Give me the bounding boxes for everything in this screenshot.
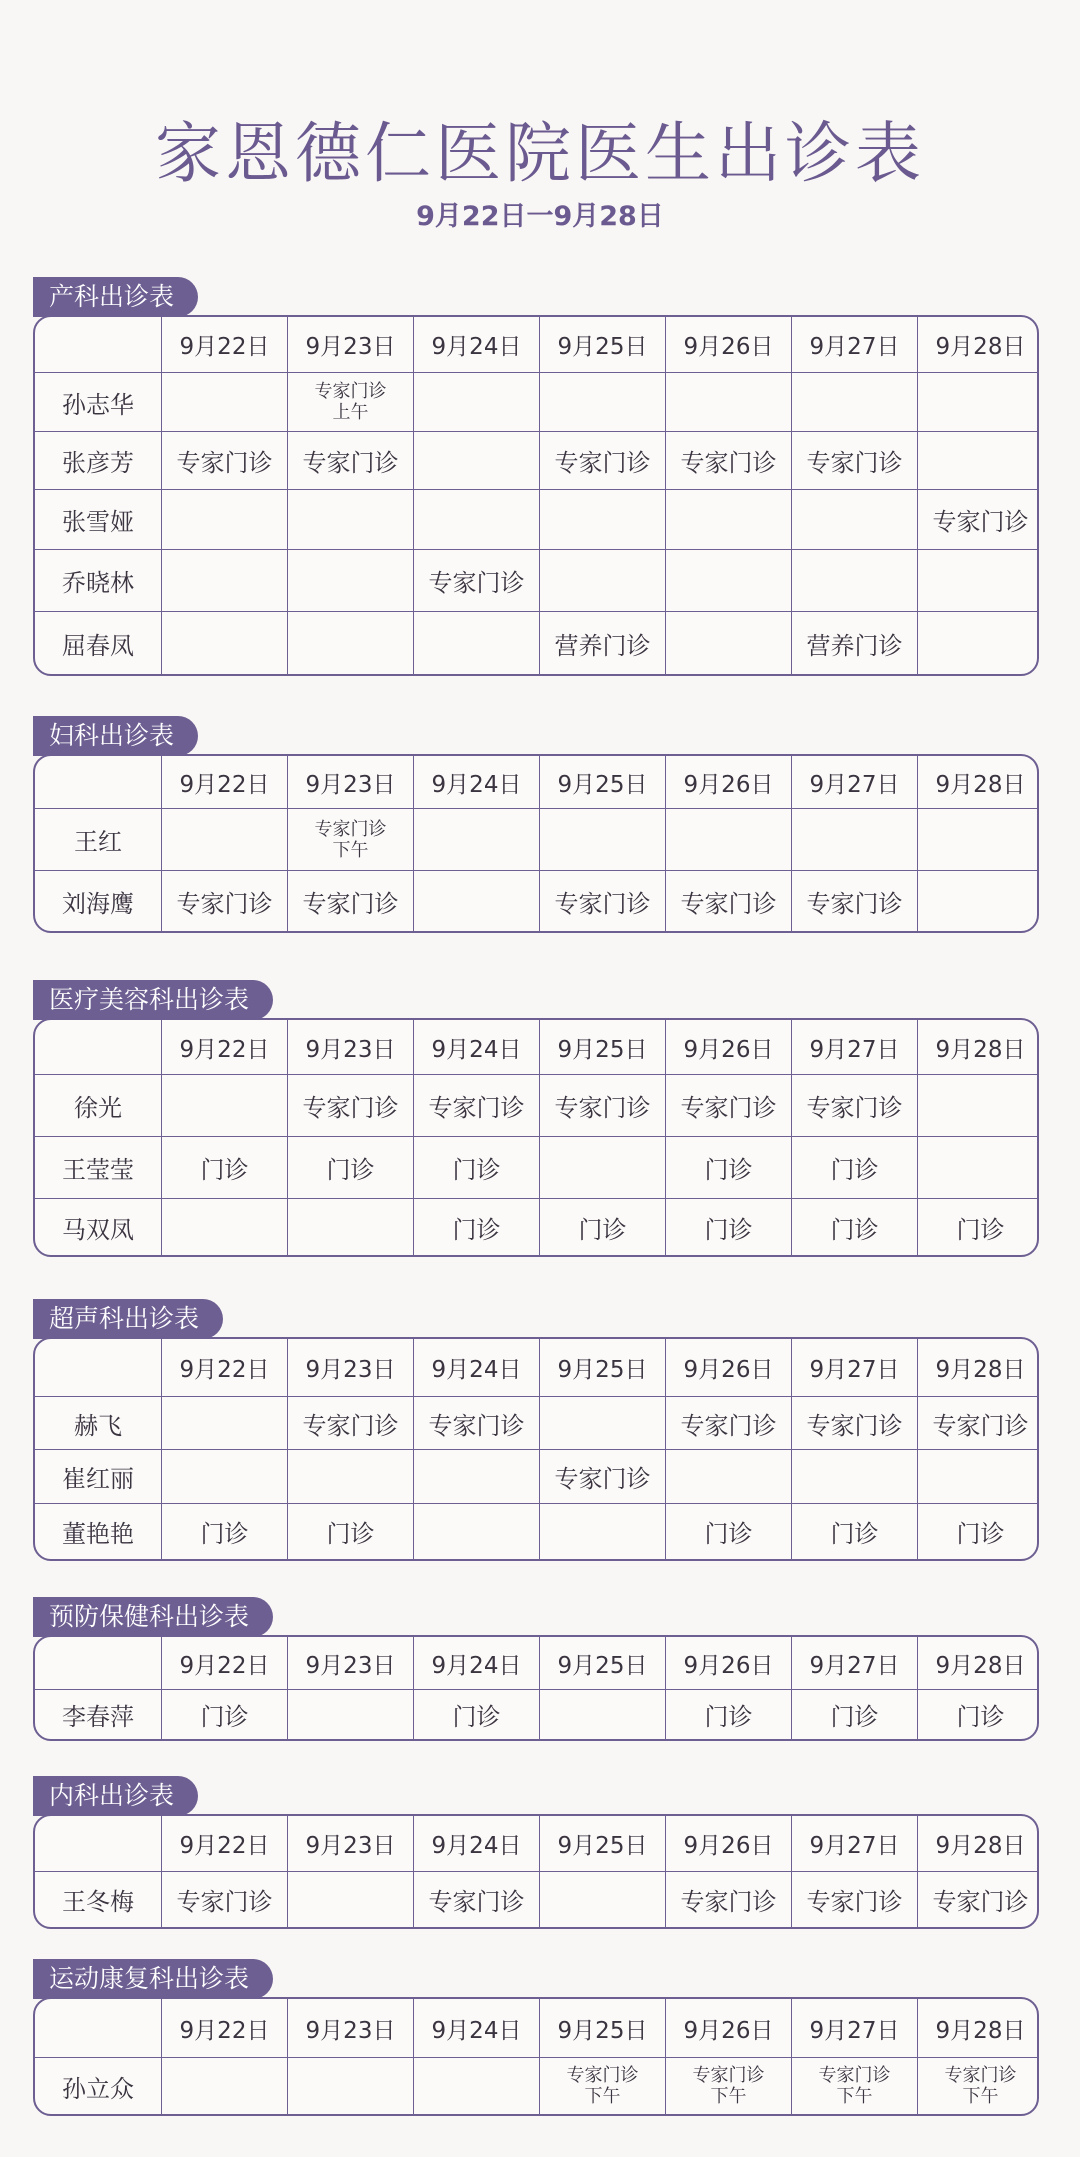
schedule-table [33, 315, 1039, 676]
doctor-name: 赫飞 [74, 1411, 122, 1440]
schedule-cell: 专家门诊 [413, 1872, 539, 1927]
schedule-cell: 专家门诊 [791, 1397, 917, 1449]
clinic-type: 专家门诊 [944, 2065, 1017, 2086]
table-row [35, 549, 1037, 611]
date-header: 9月27日 [791, 1637, 917, 1689]
doctor-name: 崔红丽 [62, 1465, 134, 1493]
date-header: 9月22日 [161, 1637, 287, 1689]
empty-cell [413, 1504, 539, 1559]
date-header: 9月26日 [665, 317, 791, 372]
date-header: 9月25日 [539, 1637, 665, 1689]
empty-cell [413, 612, 539, 674]
date-header: 9月28日 [917, 1999, 1039, 2057]
date-header: 9月23日 [287, 1020, 413, 1074]
table-row [35, 1136, 1037, 1198]
empty-cell [917, 871, 1039, 931]
empty-cell [161, 1450, 287, 1503]
doctor-name: 张雪娅 [62, 508, 134, 536]
schedule-cell: 专家门诊 [539, 871, 665, 931]
table-row [35, 2057, 1037, 2114]
empty-cell [413, 1450, 539, 1503]
table-row [35, 372, 1037, 431]
schedule-cell: 专家门诊 [791, 1075, 917, 1136]
page-title: 家恩德仁医院医生出诊表 [155, 115, 925, 192]
empty-cell [917, 432, 1039, 489]
date-header: 9月28日 [917, 1816, 1039, 1871]
date-header: 9月28日 [917, 756, 1039, 808]
schedule-cell: 专家门诊 [917, 1397, 1039, 1449]
doctor-name: 张彦芳 [62, 449, 134, 477]
empty-cell [791, 490, 917, 549]
schedule-cell: 门诊 [287, 1504, 413, 1559]
table-row [35, 1449, 1037, 1503]
schedule-cell [287, 809, 413, 870]
date-header: 9月25日 [539, 1339, 665, 1396]
date-header: 9月27日 [791, 1999, 917, 2057]
header-corner-cell [35, 1637, 161, 1689]
empty-cell [161, 550, 287, 611]
empty-cell [287, 1872, 413, 1927]
date-header: 9月24日 [413, 317, 539, 372]
empty-cell [665, 550, 791, 611]
schedule-cell: 专家门诊 [287, 1397, 413, 1449]
empty-cell [917, 373, 1039, 431]
empty-cell [413, 871, 539, 931]
date-header: 9月25日 [539, 756, 665, 808]
date-range: 9月22日一9月28日 [416, 201, 664, 232]
schedule-cell: 专家门诊 [917, 490, 1039, 549]
session-time: 上午 [332, 402, 369, 423]
schedule-cell: 门诊 [665, 1504, 791, 1559]
schedule-cell: 门诊 [413, 1137, 539, 1198]
date-header: 9月24日 [413, 1020, 539, 1074]
date-header: 9月26日 [665, 1999, 791, 2057]
schedule-cell: 专家门诊 [665, 432, 791, 489]
date-header: 9月26日 [665, 1637, 791, 1689]
schedule-table [33, 1997, 1039, 2116]
date-header: 9月28日 [917, 1020, 1039, 1074]
empty-cell [665, 373, 791, 431]
schedule-cell: 门诊 [917, 1690, 1039, 1739]
empty-cell [665, 1450, 791, 1503]
date-header: 9月24日 [413, 1339, 539, 1396]
empty-cell [791, 809, 917, 870]
schedule-cell: 门诊 [665, 1690, 791, 1739]
section-label: 内科出诊表 [33, 1776, 198, 1816]
date-header: 9月25日 [539, 1816, 665, 1871]
schedule-cell [287, 373, 413, 431]
header-corner-cell [35, 1999, 161, 2057]
doctor-name: 孙志华 [62, 390, 134, 419]
empty-cell [161, 2058, 287, 2114]
schedule-cell: 专家门诊 [539, 1450, 665, 1503]
table-row [35, 808, 1037, 870]
schedule-cell [539, 2058, 665, 2114]
header-corner-cell [35, 756, 161, 808]
schedule-cell: 门诊 [161, 1504, 287, 1559]
table-row [35, 1871, 1037, 1927]
empty-cell [917, 809, 1039, 870]
empty-cell [287, 612, 413, 674]
date-header: 9月24日 [413, 1637, 539, 1689]
date-header: 9月27日 [791, 1339, 917, 1396]
empty-cell [539, 490, 665, 549]
date-header: 9月23日 [287, 1339, 413, 1396]
schedule-cell: 门诊 [161, 1137, 287, 1198]
section-label: 妇科出诊表 [33, 716, 198, 756]
doctor-name: 董艳艳 [62, 1520, 134, 1548]
schedule-cell: 专家门诊 [161, 871, 287, 931]
schedule-cell: 门诊 [791, 1504, 917, 1559]
date-header: 9月28日 [917, 317, 1039, 372]
section-label: 运动康复科出诊表 [33, 1959, 273, 1999]
empty-cell [665, 612, 791, 674]
clinic-type: 专家门诊 [314, 381, 387, 402]
schedule-cell: 门诊 [161, 1690, 287, 1739]
empty-cell [287, 1450, 413, 1503]
empty-cell [413, 432, 539, 489]
doctor-name: 李春萍 [62, 1703, 134, 1731]
empty-cell [161, 612, 287, 674]
schedule-cell: 门诊 [791, 1690, 917, 1739]
date-header: 9月27日 [791, 1020, 917, 1074]
doctor-name: 乔晓林 [62, 569, 134, 597]
empty-cell [539, 1690, 665, 1739]
table-header-row [35, 756, 1037, 808]
table-row [35, 1503, 1037, 1559]
empty-cell [161, 809, 287, 870]
section-label: 产科出诊表 [33, 277, 198, 317]
date-header: 9月22日 [161, 1999, 287, 2057]
empty-cell [539, 550, 665, 611]
date-header: 9月23日 [287, 1637, 413, 1689]
empty-cell [917, 1450, 1039, 1503]
date-header: 9月26日 [665, 1816, 791, 1871]
schedule-table [33, 1814, 1039, 1929]
schedule-cell: 门诊 [791, 1199, 917, 1255]
table-row [35, 1074, 1037, 1136]
empty-cell [161, 373, 287, 431]
doctor-name: 刘海鹰 [62, 889, 134, 918]
doctor-name: 孙立众 [62, 2074, 134, 2103]
schedule-cell: 门诊 [665, 1137, 791, 1198]
date-header: 9月28日 [917, 1637, 1039, 1689]
schedule-cell: 门诊 [917, 1199, 1039, 1255]
schedule-cell: 专家门诊 [791, 432, 917, 489]
schedule-table [33, 754, 1039, 933]
date-header: 9月27日 [791, 317, 917, 372]
empty-cell [161, 1075, 287, 1136]
schedule-cell: 专家门诊 [539, 432, 665, 489]
doctor-name: 马双凤 [62, 1215, 134, 1244]
session-time: 下午 [836, 2086, 873, 2107]
empty-cell [413, 373, 539, 431]
schedule-cell: 门诊 [413, 1199, 539, 1255]
schedule-cell: 门诊 [413, 1690, 539, 1739]
date-header: 9月23日 [287, 756, 413, 808]
date-header: 9月23日 [287, 317, 413, 372]
empty-cell [161, 1199, 287, 1255]
table-header-row [35, 1339, 1037, 1396]
section-label: 医疗美容科出诊表 [33, 980, 273, 1020]
date-header: 9月22日 [161, 1339, 287, 1396]
date-header: 9月27日 [791, 1816, 917, 1871]
empty-cell [287, 490, 413, 549]
schedule-cell: 专家门诊 [287, 871, 413, 931]
schedule-cell: 营养门诊 [539, 612, 665, 674]
date-header: 9月22日 [161, 1020, 287, 1074]
schedule-cell: 门诊 [791, 1137, 917, 1198]
table-row [35, 1689, 1037, 1739]
session-time: 下午 [584, 2086, 621, 2107]
schedule-cell: 专家门诊 [665, 871, 791, 931]
schedule-table [33, 1337, 1039, 1561]
schedule-table [33, 1635, 1039, 1741]
table-row [35, 489, 1037, 549]
date-header: 9月26日 [665, 756, 791, 808]
header-corner-cell [35, 1816, 161, 1871]
empty-cell [539, 1397, 665, 1449]
schedule-cell: 专家门诊 [665, 1397, 791, 1449]
empty-cell [413, 809, 539, 870]
table-header-row [35, 1999, 1037, 2057]
date-header: 9月25日 [539, 1020, 665, 1074]
empty-cell [161, 1397, 287, 1449]
schedule-cell: 专家门诊 [413, 1397, 539, 1449]
schedule-cell: 专家门诊 [287, 432, 413, 489]
date-header: 9月23日 [287, 1816, 413, 1871]
schedule-cell: 专家门诊 [161, 1872, 287, 1927]
schedule-cell: 专家门诊 [665, 1872, 791, 1927]
schedule-cell: 门诊 [287, 1137, 413, 1198]
schedule-cell: 门诊 [539, 1199, 665, 1255]
header-corner-cell [35, 1339, 161, 1396]
schedule-cell: 专家门诊 [791, 1872, 917, 1927]
empty-cell [287, 550, 413, 611]
empty-cell [791, 550, 917, 611]
empty-cell [539, 373, 665, 431]
date-header: 9月24日 [413, 1816, 539, 1871]
empty-cell [917, 612, 1039, 674]
schedule-cell: 专家门诊 [791, 871, 917, 931]
table-header-row [35, 317, 1037, 372]
schedule-cell: 专家门诊 [287, 1075, 413, 1136]
empty-cell [287, 1690, 413, 1739]
date-header: 9月24日 [413, 756, 539, 808]
schedule-cell: 门诊 [665, 1199, 791, 1255]
empty-cell [917, 550, 1039, 611]
schedule-cell: 营养门诊 [791, 612, 917, 674]
empty-cell [413, 2058, 539, 2114]
table-row [35, 611, 1037, 674]
clinic-type: 专家门诊 [566, 2065, 639, 2086]
session-time: 下午 [332, 839, 369, 861]
session-time: 下午 [962, 2086, 999, 2107]
schedule-cell: 专家门诊 [917, 1872, 1039, 1927]
empty-cell [287, 1199, 413, 1255]
schedule-cell [791, 2058, 917, 2114]
date-header: 9月24日 [413, 1999, 539, 2057]
empty-cell [791, 373, 917, 431]
empty-cell [917, 1137, 1039, 1198]
schedule-cell [917, 2058, 1039, 2114]
empty-cell [917, 1075, 1039, 1136]
date-header: 9月25日 [539, 1999, 665, 2057]
clinic-type: 专家门诊 [314, 818, 387, 840]
empty-cell [161, 490, 287, 549]
schedule-cell: 专家门诊 [413, 550, 539, 611]
doctor-name: 徐光 [74, 1094, 122, 1122]
clinic-type: 专家门诊 [818, 2065, 891, 2086]
table-row [35, 870, 1037, 931]
session-time: 下午 [710, 2086, 747, 2107]
date-header: 9月27日 [791, 756, 917, 808]
empty-cell [665, 490, 791, 549]
date-header: 9月22日 [161, 1816, 287, 1871]
empty-cell [287, 2058, 413, 2114]
schedule-cell: 专家门诊 [161, 432, 287, 489]
date-header: 9月28日 [917, 1339, 1039, 1396]
section-label: 预防保健科出诊表 [33, 1597, 273, 1637]
date-header: 9月23日 [287, 1999, 413, 2057]
date-header: 9月25日 [539, 317, 665, 372]
empty-cell [539, 1504, 665, 1559]
header-corner-cell [35, 317, 161, 372]
doctor-name: 王莹莹 [62, 1156, 134, 1184]
schedule-cell: 专家门诊 [539, 1075, 665, 1136]
date-header: 9月22日 [161, 317, 287, 372]
empty-cell [539, 809, 665, 870]
clinic-type: 专家门诊 [692, 2065, 765, 2086]
date-header: 9月26日 [665, 1339, 791, 1396]
schedule-cell: 专家门诊 [665, 1075, 791, 1136]
table-header-row [35, 1816, 1037, 1871]
header-corner-cell [35, 1020, 161, 1074]
table-row [35, 431, 1037, 489]
doctor-name: 王红 [74, 828, 122, 856]
schedule-cell: 专家门诊 [413, 1075, 539, 1136]
table-header-row [35, 1637, 1037, 1689]
empty-cell [539, 1872, 665, 1927]
doctor-name: 王冬梅 [62, 1888, 134, 1916]
empty-cell [539, 1137, 665, 1198]
doctor-name: 屈春凤 [62, 631, 134, 660]
table-header-row [35, 1020, 1037, 1074]
empty-cell [791, 1450, 917, 1503]
schedule-cell: 门诊 [917, 1504, 1039, 1559]
empty-cell [665, 809, 791, 870]
table-row [35, 1396, 1037, 1449]
date-header: 9月22日 [161, 756, 287, 808]
table-row [35, 1198, 1037, 1255]
schedule-cell [665, 2058, 791, 2114]
schedule-table [33, 1018, 1039, 1257]
section-label: 超声科出诊表 [33, 1299, 223, 1339]
empty-cell [413, 490, 539, 549]
date-header: 9月26日 [665, 1020, 791, 1074]
